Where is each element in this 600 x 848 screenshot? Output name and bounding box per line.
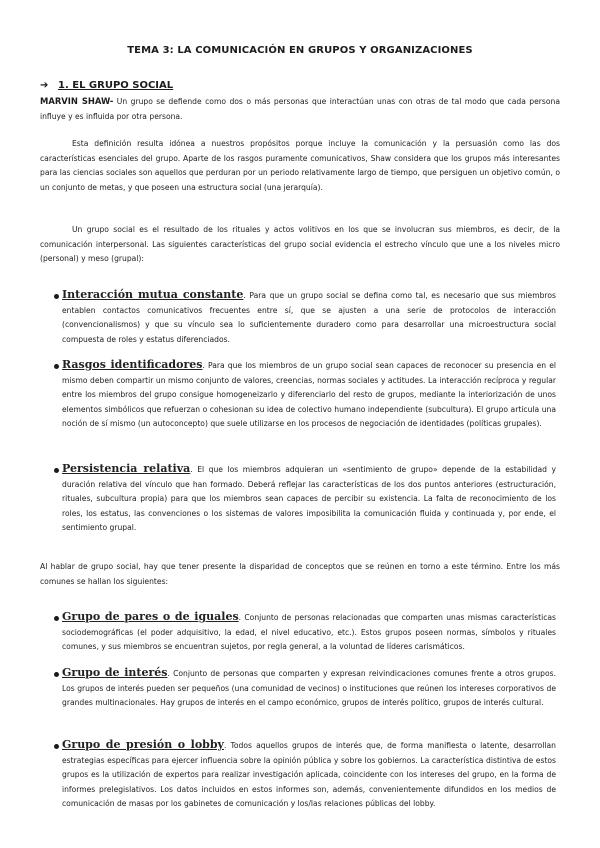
intro-text: Un grupo se defiende como dos o más personas que interactúan unas con otras de tal modo que cada persona influye y es influida por otra persona. bbox=[40, 97, 560, 121]
bullet-icon bbox=[54, 672, 59, 677]
list-item bbox=[62, 610, 556, 655]
term-description: . Para que los miembros de un grupo social sean capaces de reconocer su presencia en el mismo deben compartir un mismo conjunto de valores, creencias, normas sociales y actitudes. La interacción recíproca y regular entre los miembros del grupo consigue homogeneizarlo y diferenciarlo del resto de grupos, mediante la interiorización de unos elementos simbólicos que refuerzan o cohesionan su idea de colectivo humano independiente (subcultura). El grupo articula una noción de sí mismo (un autoconcepto) que suele utilizarse en los procesos de negociación de identidades (políticas grupales). bbox=[62, 361, 557, 428]
term-label: Interacción mutua constante bbox=[62, 288, 244, 301]
bullet-icon bbox=[54, 364, 59, 369]
section-heading bbox=[40, 80, 173, 91]
paragraph-group-social: Un grupo social es el resultado de los rituales y actos volitivos en los que se involucran sus miembros, es decir, de la comunicación interpersonal. Las siguientes características del grupo social evidencia el estrecho vínculo que une a los niveles micro (personal) y meso (grupal): bbox=[40, 225, 560, 263]
list-item bbox=[62, 288, 556, 347]
arrow-icon: ➔ bbox=[40, 80, 49, 91]
bullet-icon bbox=[54, 468, 59, 473]
paragraph-definition: Esta definición resulta idónea a nuestros propósitos porque incluye la comunicación y la persuasión como las dos características esenciales del grupo. Aparte de los rasgos puramente comunicativos, Shaw considera que los grupos más interesantes para las ciencias sociales son aquellos que perduran por un periodo relativamente largo de tiempo, que persiguen un objetivo común, o un conjunto de metas, y que poseen una estructura social (una jerarquía). bbox=[40, 139, 560, 192]
term-description: . El que los miembros adquieran un «sentimiento de grupo» depende de la estabilidad y duración relativa del vínculo que han formado. Deberá reflejar las características de los dos puntos anteriores (estructuración, rituales, subcultura propia) para que los miembros sean capaces de percibir su existencia. La falta de reconocimiento de los roles, los estatus, las convenciones o los sistemas de valores imposibilita la comunicación fluida y continuada y, por ende, el sentimiento grupal. bbox=[62, 465, 556, 532]
term-description: . Conjunto de personas relacionadas que comparten unas mismas características sociodemográficas (el poder adquisitivo, la edad, el nivel educativo, etc.). Estos grupos poseen normas, símbolos y rituales comunes, y sus miembros se encuentran sujetos, por regla general, a la voluntad de líderes carismáticos. bbox=[62, 613, 556, 651]
term-label: Persistencia relativa bbox=[62, 462, 191, 475]
term-label: Grupo de interés bbox=[62, 666, 168, 679]
bullet-icon bbox=[54, 616, 59, 621]
paragraph-concepts: Al hablar de grupo social, hay que tener presente la disparidad de conceptos que se reúnen en torno a este término. Entre los más comunes se hallan los siguientes: bbox=[40, 562, 560, 586]
term-label: Grupo de pares o de iguales bbox=[62, 610, 239, 623]
intro-paragraph bbox=[40, 94, 560, 124]
list-item bbox=[62, 358, 556, 432]
list-item bbox=[62, 738, 556, 812]
bullet-icon bbox=[54, 294, 59, 299]
bullet-icon bbox=[54, 744, 59, 749]
term-label: Grupo de presión o lobby bbox=[62, 738, 224, 751]
list-item bbox=[62, 666, 556, 711]
intro-author: MARVIN SHAW- bbox=[40, 96, 114, 106]
list-item bbox=[62, 462, 556, 536]
term-label: Rasgos identificadores bbox=[62, 358, 203, 371]
term-description: . Para que un grupo social se defina como tal, es necesario que sus miembros entablen contactos comunicativos frecuentes entre sí, que se ajusten a una serie de protocolos de interacción (convencionalismos) y que su vínculo sea lo suficientemente duradero como para desarrollar una microestructura social compuesta de roles y estatus diferenciados. bbox=[62, 291, 556, 344]
section-title: 1. EL GRUPO SOCIAL bbox=[58, 80, 174, 91]
page-title: TEMA 3: LA COMUNICACIÓN EN GRUPOS Y ORGANIZACIONES bbox=[127, 45, 473, 56]
term-description: . Todos aquellos grupos de interés que, de forma manifiesta o latente, desarrollan estrategias específicas para ejercer influencia sobre la opinión pública y sobre los gobiernos. La característica distintiva de estos grupos es la utilización de expertos para realizar investigación aplicada, coincidente con los intereses del grupo, en la forma de informes prelegislativos. Los datos incluidos en estos informes son, además, convenientemente difundidos en los medios de comunicación de masas por los gabinetes de comunicación y los/las relaciones públicas del lobby. bbox=[62, 741, 556, 808]
term-description: . Conjunto de personas que comparten y expresan reivindicaciones comunes frente a otros grupos. Los grupos de interés pueden ser pequeños (una comunidad de vecinos) o instituciones que reúnen los intereses corporativos de grandes multinacionales. Hay grupos de interés en el campo económico, grupos de interés político, grupos de interés cultural. bbox=[62, 669, 556, 707]
